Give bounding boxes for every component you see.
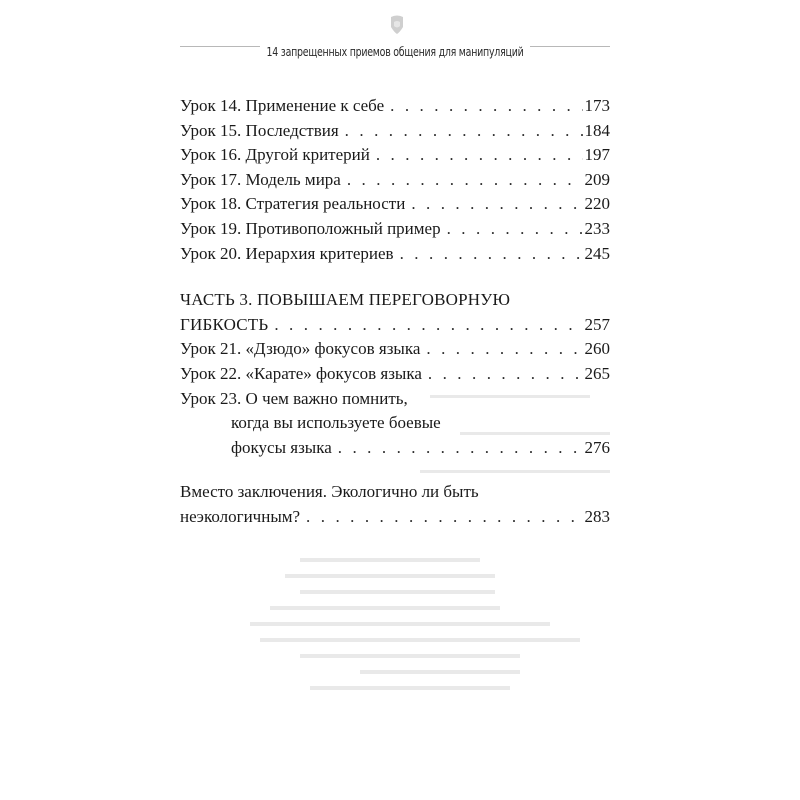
toc-entry-label: Урок 22. «Карате» фокусов языка [180,363,422,383]
toc-entry-label: неэкологичным? [180,506,301,526]
toc-entry-lesson-18 [180,192,610,217]
toc-entry-lesson-21 [180,337,610,362]
dot-leader [426,337,582,362]
dot-leader [274,313,582,338]
toc-entry-lesson-20 [180,242,610,267]
dot-leader [347,168,583,193]
toc-entry-page: 260 [584,339,610,359]
toc-entry-page: 276 [584,437,610,457]
section-spacer [180,460,610,480]
table-of-contents [180,94,610,530]
dot-leader [306,505,582,530]
toc-entry-part-3 [180,313,610,338]
toc-entry-lesson-23-line-2: когда вы используете боевые [231,413,441,433]
toc-entry-label: Урок 18. Стратегия реальности [180,194,406,214]
dot-leader [345,119,583,144]
toc-entry-page: 245 [584,243,610,263]
toc-entry-label: фокусы языка [231,437,332,457]
dot-leader [447,217,583,242]
toc-entry-page: 265 [584,363,610,383]
toc-entry-lesson-19 [180,217,610,242]
toc-entry-lesson-15 [180,119,610,144]
dot-leader [428,362,583,387]
toc-entry-page: 220 [584,194,610,214]
toc-entry-conclusion [180,505,610,530]
toc-entry-page: 184 [584,120,610,140]
toc-entry-label: Урок 19. Противоположный пример [180,218,441,238]
toc-entry-page: 233 [584,218,610,238]
toc-entry-label: Урок 14. Применение к себе [180,96,385,115]
toc-entry-label: Урок 21. «Дзюдо» фокусов языка [180,339,421,359]
toc-entry-lesson-16 [180,143,610,168]
dot-leader [376,143,583,168]
toc-entry-label: Урок 16. Другой критерий [180,145,370,165]
toc-entry-page: 283 [584,506,610,526]
toc-entry-label: Урок 20. Иерархия критериев [180,243,394,263]
toc-entry-page: 197 [584,145,610,165]
toc-entry-page: 209 [584,169,610,189]
running-head [180,44,610,66]
toc-entry-label: Урок 17. Модель мира [180,169,341,189]
toc-entry-lesson-17 [180,168,610,193]
toc-entry-page: 173 [584,96,610,115]
ornament-icon [388,14,406,38]
toc-entry-label: Урок 15. Последствия [180,120,339,140]
dot-leader [338,436,583,461]
part-3-heading: ЧАСТЬ 3. ПОВЫШАЕМ ПЕРЕГОВОРНУЮ [180,290,511,310]
running-head-title: 14 запрещенных приемов общения для манипуляций [266,44,524,59]
dot-leader [411,192,582,217]
part-3-heading-continued: ГИБКОСТЬ [180,314,269,334]
toc-entry-lesson-22 [180,362,610,387]
toc-entry-lesson-14 [180,94,610,119]
toc-entry-lesson-23 [180,436,610,461]
dot-leader [390,94,582,119]
toc-entry-lesson-23-line-1: Урок 23. О чем важно помнить, [180,388,408,408]
section-spacer [180,266,610,288]
dot-leader [400,242,583,267]
toc-entry-conclusion-line-1: Вместо заключения. Экологично ли быть [180,482,479,502]
toc-entry-page: 257 [584,314,610,334]
